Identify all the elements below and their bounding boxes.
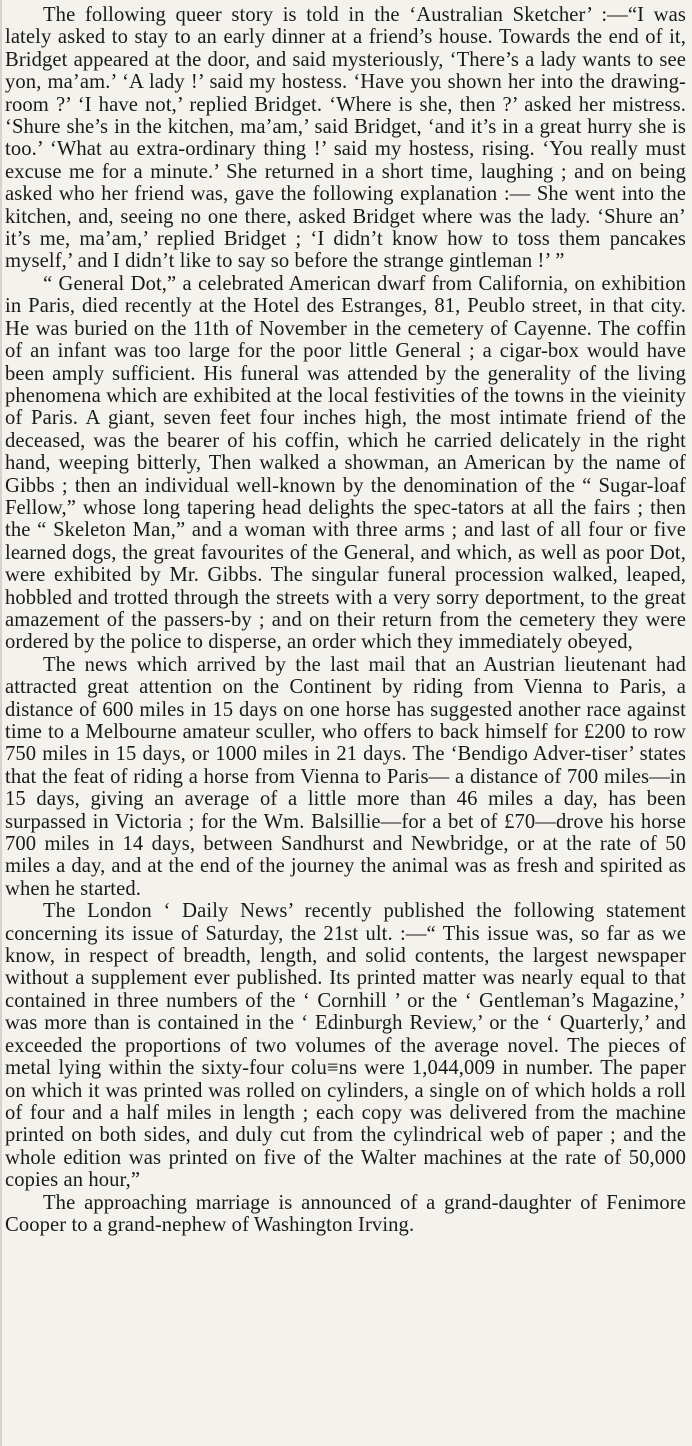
paragraph-vienna-ride: The news which arrived by the last mail that an Austrian lieutenant had attracted great attention on the Continent by riding from Vienna to Paris, a distance of 600 miles in 15 days on one horse has suggested another race against time to a Melbourne amateur sculler, who offers to back himself for £200 to row 750 miles in 15 days, or 1000 miles in 21 days. The ‘Bendigo Adver-tiser’ states that the feat of riding a horse from Vienna to Paris— a distance of 700 miles—in 15 days, giving an average of a little more than 46 miles a day, has been surpassed in Victoria ; for the Wm. Balsillie—for a bet of £70—drove his horse 700 miles in 14 days, between Sandhurst and Newbridge, or at the rate of 50 miles a day, and at the end of the journey the animal was as fresh and spirited as when he started.: [5, 653, 692, 900]
paragraph-marriage-announcement: The approaching marriage is announced of a grand-daughter of Fenimore Cooper to a grand-nephew of Washington Irving.: [5, 1191, 692, 1236]
paragraph-general-dot: “ General Dot,” a celebrated American dwarf from California, on exhibition in Paris, died recently at the Hotel des Estranges, 81, Peublo street, in that city. He was buried on the 11th of November in the cemetery of Cayenne. The coffin of an infant was too large for the poor little General ; a cigar-box would have been amply sufficient. His funeral was attended by the generality of the living phenomena which are exhibited at the local festivities of the towns in the vieinity of Paris. A giant, seven feet four inches high, the most intimate friend of the deceased, was the bearer of his coffin, which he carried delicately in the right hand, weeping bitterly, Then walked a showman, an American by the name of Gibbs ; then an individual well-known by the denomination of the “ Sugar-loaf Fellow,” whose long tapering head delights the spec-tators at all the fairs ; then the “ Skeleton Man,” and a woman with three arms ; and last of all four or five learned dogs, the great favourites of the General, and which, as well as poor Dot, were exhibited by Mr. Gibbs. The singular funeral procession walked, leaped, hobbled and trotted through the streets with a very sorry deportment, to the great amazement of the passers-by ; and on their return from the cemetery they were ordered by the police to disperse, an order which they immediately obeyed,: [5, 272, 692, 654]
paragraph-daily-news: The London ‘ Daily News’ recently published the following statement concerning its issue of Saturday, the 21st ult. :—“ This issue was, so far as we know, in respect of breadth, length, and solid contents, the largest newspaper without a supplement ever published. Its printed matter was nearly equal to that contained in three numbers of the ‘ Cornhill ’ or the ‘ Gentleman’s Magazine,’ was more than is contained in the ‘ Edinburgh Review,’ or the ‘ Quarterly,’ and exceeded the proportions of two volumes of the average novel. The pieces of metal lying within the sixty-four colu≡ns were 1,044,009 in number. The paper on which it was printed was rolled on cylinders, a single on of which holds a roll of four and a half miles in length ; each copy was delivered from the machine printed on both sides, and duly cut from the cylindrical web of paper ; and the whole edition was printed on five of the Walter machines at the rate of 50,000 copies an hour,”: [5, 900, 692, 1192]
paragraph-australian-sketcher-story: The following queer story is told in the ‘Australian Sketcher’ :—“I was lately asked to stay to an early dinner at a friend’s house. Towards the end of it, Bridget appeared at the door, and said mysteriously, ‘There’s a lady wants to see yon, ma’am.’ ‘A lady !’ said my hostess. ‘Have you shown her into the drawing-room ?’ ‘I have not,’ replied Bridget. ‘Where is she, then ?’ asked her mistress. ‘Shure she’s in the kitchen, ma’am,’ said Bridget, ‘and it’s in a great hurry she is too.’ ‘What au extra-ordinary thing !’ said my hostess, rising. ‘You really must excuse me for a minute.’ She returned in a short time, laughing ; and on being asked who her friend was, gave the following explanation :— She went into the kitchen, and, seeing no one there, asked Bridget where was the lady. ‘Shure an’ it’s me, ma’am,’ replied Bridget ; ‘I didn’t know how to toss them pancakes myself,’ and I didn’t like to say so before the strange gintleman !’ ”: [5, 4, 692, 273]
